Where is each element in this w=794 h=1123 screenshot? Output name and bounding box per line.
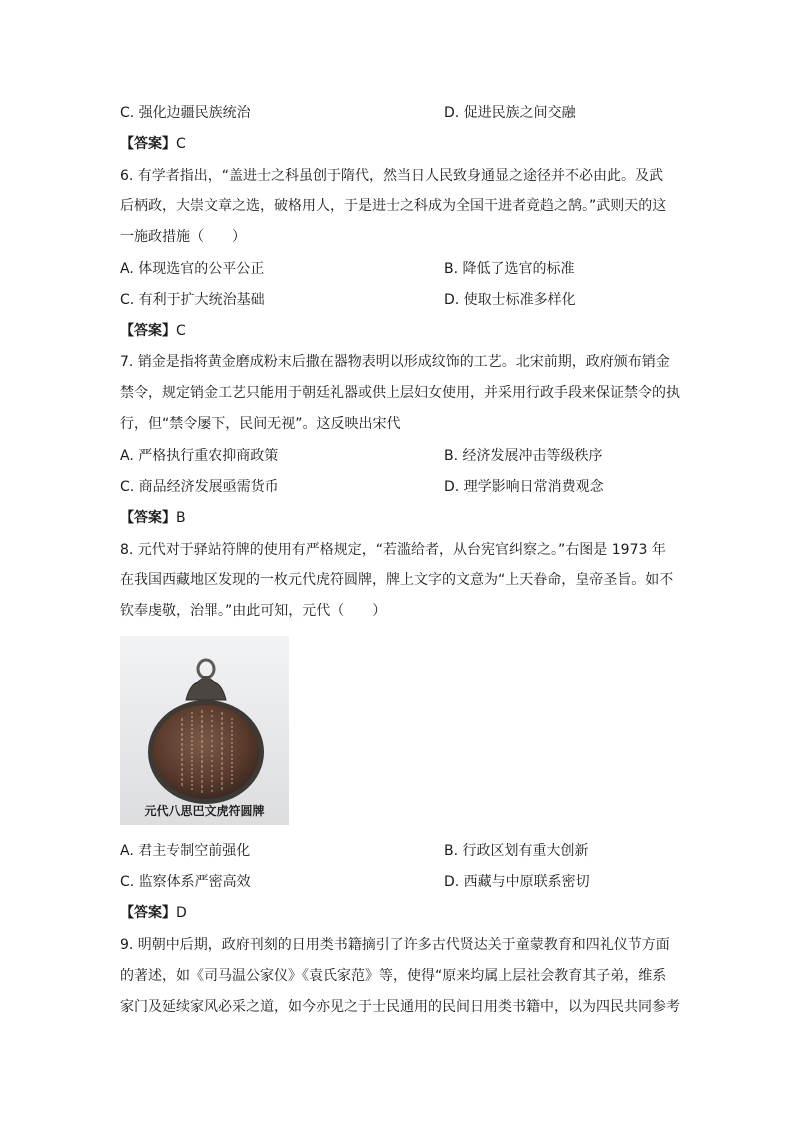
q8-stem-line3: 钦奉虔敬，治罪。”由此可知，元代（ ） xyxy=(120,603,387,619)
answer-label: 【答案】 xyxy=(120,510,176,526)
q9-stem-line3: 家门及延续家风必采之道，如今亦见之于士民通用的民间日用类书籍中，以为四民共同参考 xyxy=(120,999,680,1015)
q9-stem-line2: 的著述，如《司马温公家仪》《袁氏家范》等，使得“原来均属上层社会教育其子弟，维系 xyxy=(120,968,667,984)
q7-stem-line2: 禁令，规定销金工艺只能用于朝廷礼器或供上层妇女使用，并采用行政手段来保证禁令的执 xyxy=(120,385,680,401)
q7-option-a: A. 严格执行重农抑商政策 xyxy=(120,448,279,464)
q6-stem-line1: 6. 有学者指出，“盖进士之科虽创于隋代，然当日人民致身通显之途径并不必由此。及武 xyxy=(120,168,664,184)
q6-option-a: A. 体现选官的公平公正 xyxy=(120,261,265,277)
q6-option-d: D. 使取士标准多样化 xyxy=(444,292,576,308)
q7-option-c: C. 商品经济发展亟需货币 xyxy=(120,479,279,495)
q5-option-c: C. 强化边疆民族统治 xyxy=(120,105,251,121)
answer-value: D xyxy=(176,905,187,921)
answer-label: 【答案】 xyxy=(120,323,176,339)
q6-option-c: C. 有利于扩大统治基础 xyxy=(120,292,265,308)
q8-option-b: B. 行政区划有重大创新 xyxy=(444,843,589,859)
q9-stem-line1: 9. 明朝中后期，政府刊刻的日用类书籍摘引了许多古代贤达关于童蒙教育和四礼仪节方面 xyxy=(120,937,670,953)
q6-option-b: B. 降低了选官的标准 xyxy=(444,261,575,277)
q8-stem-line1: 8. 元代对于驿站符牌的使用有严格规定，“若滥给者，从台宪官纠察之。”右图是 1973 年 xyxy=(120,542,666,558)
figure-caption: 元代八思巴文虎符圆牌 xyxy=(144,804,265,818)
q5-answer xyxy=(120,134,186,154)
q6-stem-line2: 后柄政，大崇文章之选，破格用人，于是进士之科成为全国干进者竟趋之鹄。”武则天的这 xyxy=(120,198,667,214)
q7-option-b: B. 经济发展冲击等级秩序 xyxy=(444,448,603,464)
q8-option-a: A. 君主专制空前强化 xyxy=(120,843,251,859)
q7-stem-line1: 7. 销金是指将黄金磨成粉末后撒在器物表明以形成纹饰的工艺。北宋前期，政府颁布销金 xyxy=(120,354,670,370)
answer-value: B xyxy=(176,510,186,526)
q7-stem-line3: 行，但“禁令屡下，民间无视”。这反映出宋代 xyxy=(120,416,401,432)
answer-value: C xyxy=(176,323,186,339)
answer-value: C xyxy=(176,136,186,152)
tiger-tally-figure xyxy=(120,636,289,825)
q8-option-d: D. 西藏与中原联系密切 xyxy=(444,874,590,890)
q7-option-d: D. 理学影响日常消费观念 xyxy=(444,479,604,495)
q6-stem-line3: 一施政措施（ ） xyxy=(120,229,246,245)
q6-answer xyxy=(120,321,186,341)
q7-answer xyxy=(120,508,186,528)
medallion-illustration xyxy=(120,636,289,825)
q5-option-d: D. 促进民族之间交融 xyxy=(444,105,576,121)
answer-label: 【答案】 xyxy=(120,136,176,152)
answer-label: 【答案】 xyxy=(120,905,176,921)
q8-answer xyxy=(120,903,187,923)
q8-stem-line2: 在我国西藏地区发现的一枚元代虎符圆牌，牌上文字的文意为“上天眷命，皇帝圣旨。如不 xyxy=(120,572,674,588)
q8-option-c: C. 监察体系严密高效 xyxy=(120,874,251,890)
